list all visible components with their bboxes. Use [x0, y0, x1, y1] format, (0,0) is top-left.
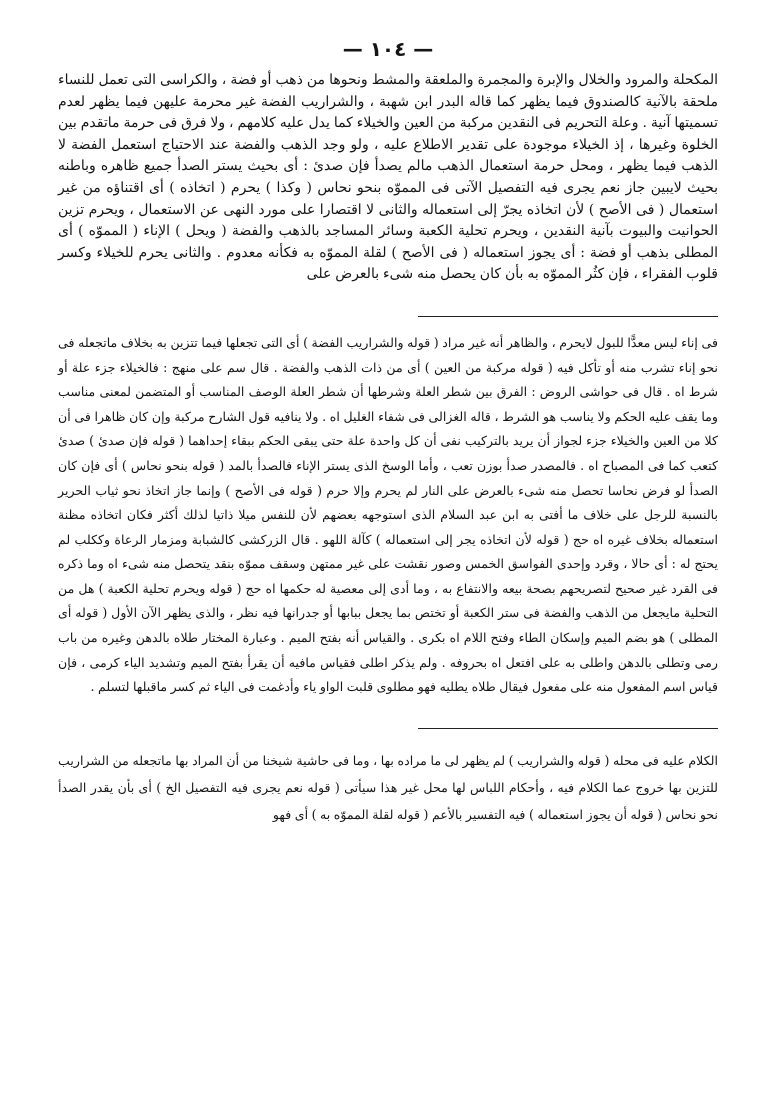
main-text	[58, 70, 718, 286]
page-number: — ١٠٤ —	[342, 37, 434, 61]
footnote-text	[58, 747, 718, 828]
separator-rule-1	[58, 316, 718, 317]
commentary-text	[58, 331, 718, 700]
commentary-paragraph: فى إناء ليس معدًّا للبول لايحرم ، والظاهر أنه غير مراد ( قوله والشراريب الفضة ) أى التى تجعلها فيما تتزين به بخلاف ماتجعله فى نحو إناء تشرب منه أو تأكل فيه ( قوله مركبة من العين ) أى من ذات الذهب والفضة . قال سم على منهج : فالخيلاء جزء علة أو شرط اه . قال فى حواشى الروض : الفرق بين شطر العلة وشرطها أن شطر العلة الوصف المناسب أو المتضمن لمعنى مناسب وما يقف عليه الحكم ولا يناسب هو الشرط ، قاله الغزالى فى شفاء الغليل اه . ولا ينافيه قول الشارح مركبة وإن كان ظاهرا فى أن كلا من العين والخيلاء جزء لجواز أن يريد بالتركيب نفى أن كل واحدة علة حتى يبقى الحكم ببقاء إحداهما ( قوله فإن صدئ ) صدئ كتعب كما فى المصباح اه . فالمصدر صدأ بوزن تعب ، وأما الوسخ الذى يستر الإناء فالصدأ بالمد ( قوله بنحو نحاس ) أى فإن كان الصدأ لو فرض نحاسا تحصل منه شىء بالعرض على النار لم يحرم وإلا حرم ( قوله فى الأصح ) وإنما جاز اتخاذ نحو ثياب الحرير بالنسبة للرجل على خلاف ما أفتى به ابن عبد السلام الذى استوجهه بعضهم لأن للنفس ميلا ذاتيا لذلك أكثر فكان اتخاذه مظنة استعماله بخلاف غيره اه حج ( قوله لأن اتخاذه يجر إلى استعماله ) كآلة اللهو . قال الزركشى كالشبابة ومزمار الرعاة وككلب لم يحتج له : أى حالا ، وقرد وإحدى الفواسق الخمس وصور نقشت على غير ممتهن وسقف مموّه بنقد يتحصل منه شىء اه وما ذكره فى القرد غير صحيح لتصريحهم بصحة بيعه والانتفاع به ، وما أدى إلى معصية له حكمها اه حج ( قوله ويحرم تحلية الكعبة ) هل من التحلية مايجعل من الذهب والفضة فى ستر الكعبة أو تختص بما يجعل ببابها أو جدرانها فيه نظر ، والذى يظهر الآن الأول ( قوله أى المطلى ) هو بضم الميم وإسكان الطاء وفتح اللام اه بكرى . والقياس أنه بفتح الميم . وعبارة المختار طلاه بالدهن وغيره من باب رمى وتطلى بالدهن واطلى به على افتعل اه بحروفه . ولم يذكر اطلى فقياس مافيه أن يقرأ بفتح الميم وتشديد الياء كرمى ، فإن قياس اسم المفعول منه على مفعول فيقال طلاه يطليه فهو مطلوى قلبت الواو ياء وأدغمت فى الياء ثم كسر ماقبلها لتسلم .	[58, 334, 718, 695]
footnote-paragraph: الكلام عليه فى محله ( قوله والشراريب ) لم يظهر لى ما مراده بها ، وما فى حاشية شيخنا من أن المراد بها ماتجعله من الشراريب للتزين بها خروج عما الكلام فيه ، وأحكام اللباس لها محل غير هذا سيأتى ( قوله نعم يجرى فيه التفصيل الخ ) أى بأن يقدر الصدأ نحو نحاس ( قوله أن يجوز استعماله ) فيه التفسير بالأعم ( قوله لقلة المموّه به ) أى فهو	[58, 752, 718, 822]
main-paragraph: المكحلة والمرود والخلال والإبرة والمجمرة والملعقة والمشط ونحوها من ذهب أو فضة ، والكراسى التى تعمل للنساء ملحقة بالآنية كالصندوق فيما يظهر كما قاله البدر ابن شهبة ، والشراريب الفضة غير محرمة عليهن فيما يظهر لعدم تسميتها آنية . وعلة التحريم فى النقدين مركبة من العين والخيلاء كما يدل عليه كلامهم ، ولا فرق فى حرمة ماتقدم بين الخلوة وغيرها ، إذ الخيلاء موجودة على تقدير الاطلاع عليه ، ولو وجد الذهب والفضة عند الاحتياج استعمل الفضة لا الذهب فيما يظهر ، ومحل حرمة استعمال الذهب مالم يصدأ فإن صدئ : أى بحيث يستر الصدأ جميع ظاهره وباطنه بحيث لايبين جاز نعم يجرى فيه التفصيل الآتى فى المموّه بنحو نحاس ( وكذا ) يحرم ( اتخاذه ) أى اقتناؤه من غير استعمال ( فى الأصح ) لأن اتخاذه يجرّ إلى استعماله والثانى لا اقتصارا على مورد النهى عن الاستعمال ، ويحرم تزين الحوانيت والبيوت بآنية النقدين ، ويحرم تحلية الكعبة وسائر المساجد بالذهب والفضة ( ويحل ) الإناء ( المموّه ) أى المطلى بذهب أو فضة : أى يجوز استعماله ( فى الأصح ) لقلة المموّه به فكأنه معدوم . والثانى يحرم للخيلاء وكسر قلوب الفقراء ، فإن كثُر المموّه به بأن كان يحصل منه شىء بالعرض على	[58, 72, 719, 283]
separator-rule-2	[58, 728, 718, 729]
